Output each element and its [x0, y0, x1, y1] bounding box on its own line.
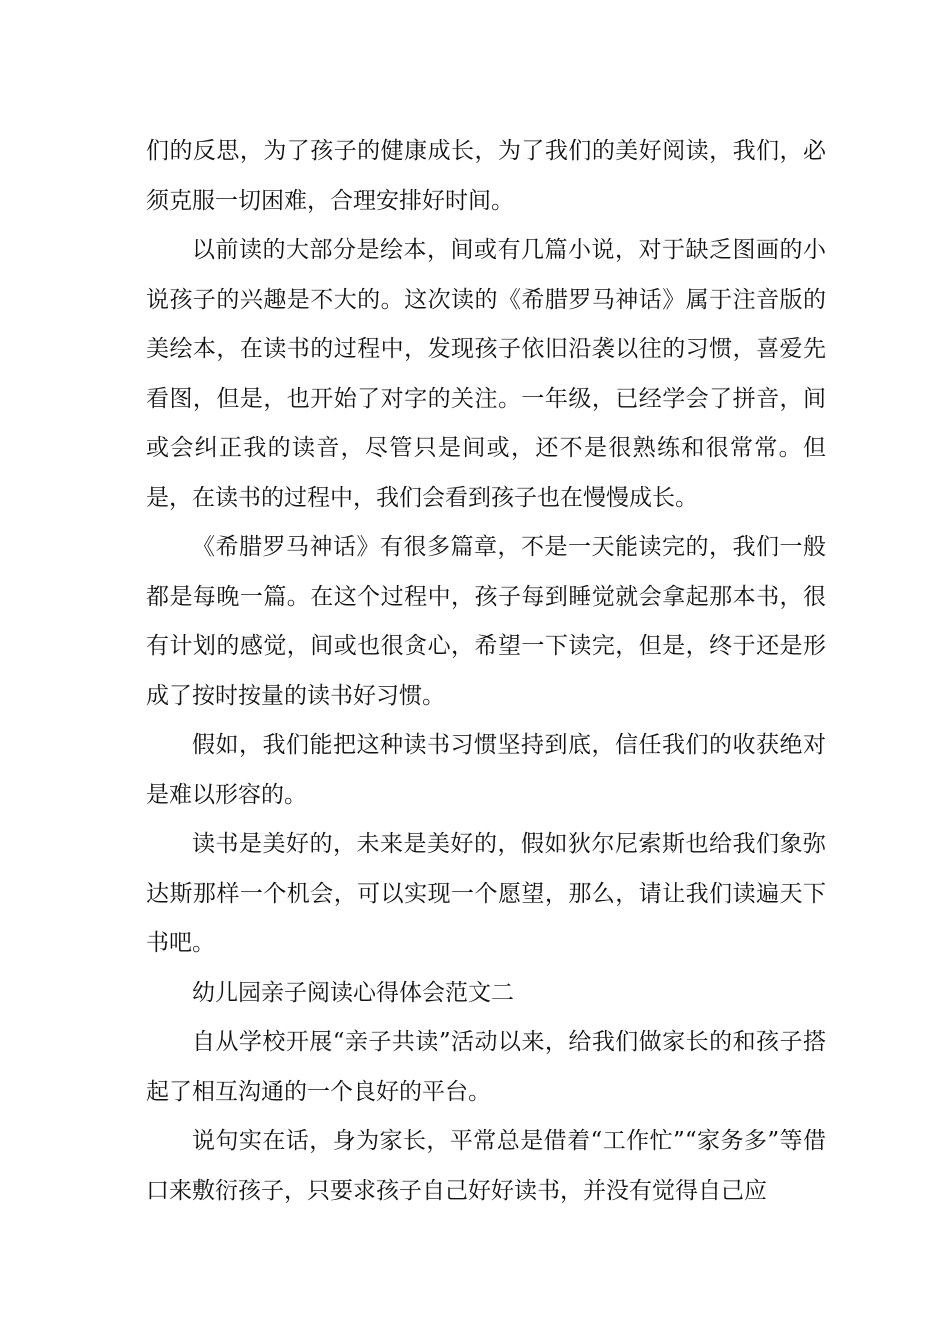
paragraph-3: 《希腊罗马神话》有很多篇章，不是一天能读完的，我们一般都是每晚一篇。在这个过程中，孩子每到睡觉就会拿起那本书，很有计划的感觉，间或也很贪心，希望一下读完，但是，终于还是形成了按时按量的读书好习惯。 [146, 534, 826, 709]
paragraph-7: 说句实在话，身为家长，平常总是借着“工作忙”“家务多”等借口来敷衍孩子，只要求孩子自己好好读书，并没有觉得自己应 [146, 1128, 826, 1204]
paragraph-5: 读书是美好的，未来是美好的，假如狄尔尼索斯也给我们象弥达斯那样一个机会，可以实现一个愿望，那么，请让我们读遍天下书吧。 [146, 831, 826, 956]
document-page [146, 127, 826, 1216]
section-heading: 幼儿园亲子阅读心得体会范文二 [192, 979, 514, 1006]
paragraph-2: 以前读的大部分是绘本，间或有几篇小说，对于缺乏图画的小说孩子的兴趣是不大的。这次读的《希腊罗马神话》属于注音版的美绘本，在读书的过程中，发现孩子依旧沿袭以往的习惯，喜爱先看图，但是，也开始了对字的关注。一年级，已经学会了拼音，间或会纠正我的读音，尽管只是间或，还不是很熟练和很常常。但是，在读书的过程中，我们会看到孩子也在慢慢成长。 [146, 237, 826, 511]
paragraph-1: 们的反思，为了孩子的健康成长，为了我们的美好阅读，我们，必须克服一切困难，合理安排好时间。 [146, 138, 826, 214]
paragraph-4: 假如，我们能把这种读书习惯坚持到底，信任我们的收获绝对是难以形容的。 [146, 732, 826, 808]
paragraph-6: 自从学校开展“亲子共读”活动以来，给我们做家长的和孩子搭起了相互沟通的一个良好的平台。 [146, 1029, 826, 1105]
